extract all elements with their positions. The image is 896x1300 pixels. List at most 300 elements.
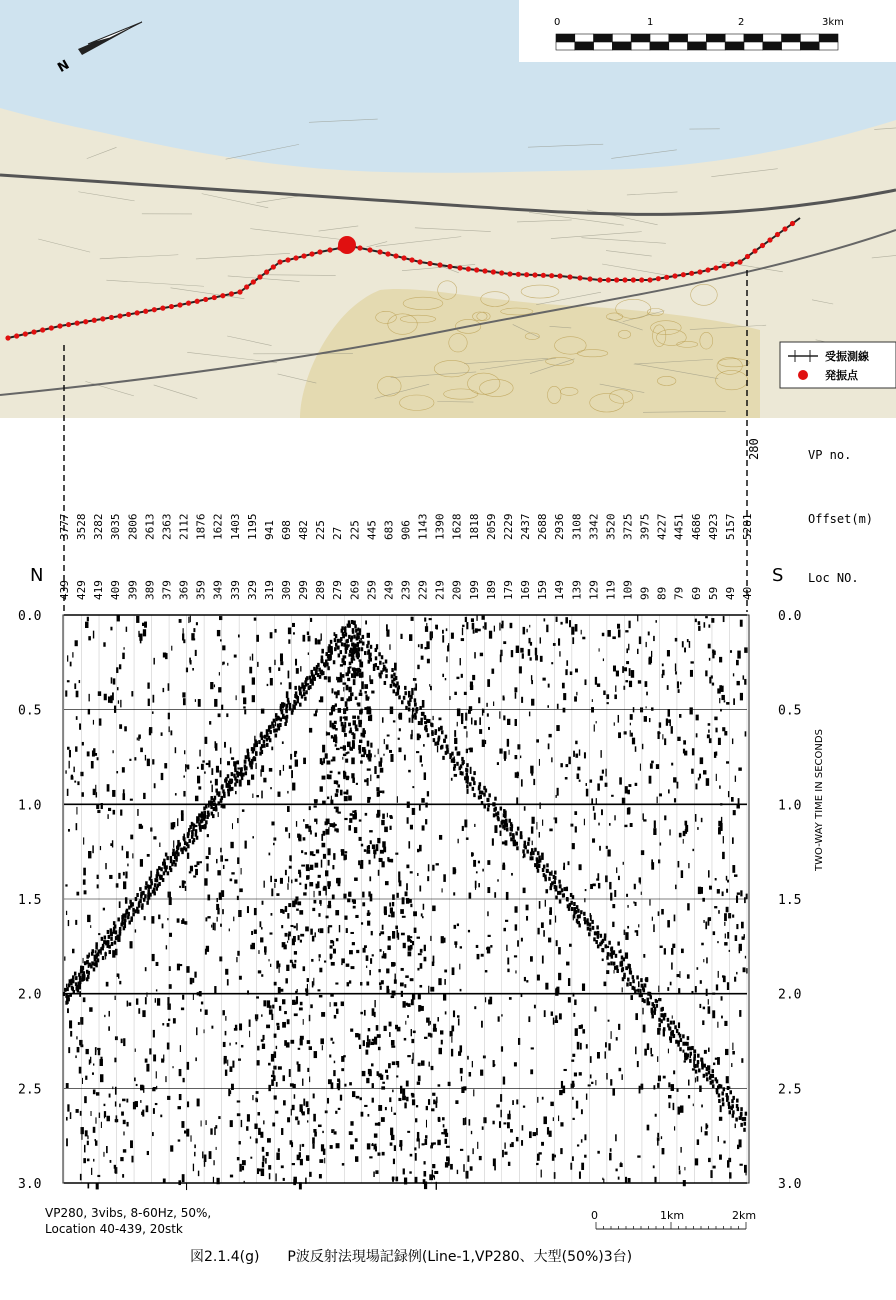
- seismic-noise-mark: [657, 1138, 659, 1145]
- seismic-noise-mark: [238, 910, 241, 917]
- seismic-noise-mark: [628, 1178, 631, 1182]
- ground-roll-mark: [460, 1149, 463, 1151]
- seismic-noise-mark: [589, 779, 592, 782]
- first-break-mark: [258, 740, 261, 744]
- seismic-noise-mark: [727, 982, 729, 990]
- seismic-noise-mark: [205, 1120, 206, 1125]
- seismic-noise-mark: [97, 1175, 100, 1177]
- ground-roll-mark: [384, 910, 387, 915]
- first-break-mark: [430, 723, 433, 727]
- seismic-noise-mark: [70, 1112, 72, 1119]
- seismic-noise-mark: [581, 630, 582, 635]
- seismic-noise-mark: [437, 1017, 439, 1021]
- seismic-noise-mark: [95, 950, 97, 953]
- seismic-noise-mark: [502, 841, 505, 844]
- seismic-noise-mark: [485, 997, 486, 1002]
- seismic-noise-mark: [268, 1165, 271, 1170]
- first-break-mark: [586, 918, 589, 922]
- seismic-noise-mark: [594, 1006, 596, 1011]
- seismic-noise-mark: [457, 1170, 458, 1174]
- ground-roll-mark: [246, 1126, 248, 1131]
- first-break-mark: [188, 828, 191, 832]
- first-break-mark: [252, 750, 255, 754]
- seismic-noise-mark: [87, 915, 90, 922]
- first-break-mark: [275, 734, 278, 738]
- seismic-noise-mark: [708, 999, 709, 1004]
- seismic-noise-mark: [586, 1094, 587, 1100]
- ground-roll-mark: [390, 826, 392, 830]
- first-break-mark: [425, 728, 428, 732]
- seismic-noise-mark: [194, 1144, 196, 1148]
- seismic-noise-mark: [181, 814, 184, 821]
- first-break-mark: [608, 941, 611, 945]
- seismic-noise-mark: [526, 980, 528, 982]
- ground-roll-mark: [431, 1066, 434, 1070]
- seismic-noise-mark: [470, 682, 473, 688]
- seismic-noise-mark: [557, 704, 559, 709]
- first-break-mark: [385, 659, 388, 663]
- seismic-noise-mark: [270, 678, 273, 685]
- seismic-noise-mark: [709, 886, 712, 890]
- first-break-mark: [362, 642, 365, 646]
- ground-roll-mark: [290, 1040, 294, 1044]
- ground-roll-mark: [331, 962, 335, 966]
- first-break-mark: [234, 768, 237, 772]
- offset-label: 683: [382, 520, 395, 540]
- ground-roll-mark: [414, 928, 417, 933]
- seismic-noise-mark: [322, 745, 325, 753]
- scale-bar-cell-top: [688, 34, 707, 42]
- seismic-noise-mark: [111, 677, 113, 683]
- first-break-mark: [183, 836, 186, 840]
- seismic-noise-mark: [235, 1042, 237, 1044]
- first-break-mark: [269, 738, 272, 742]
- ground-roll-mark: [355, 668, 359, 671]
- shot-point: [557, 273, 562, 278]
- seismic-noise-mark: [129, 759, 131, 761]
- seismic-noise-mark: [96, 792, 97, 797]
- seismic-noise-mark: [227, 1060, 228, 1066]
- seismic-noise-mark: [199, 750, 200, 757]
- first-break-mark: [687, 1036, 690, 1040]
- first-break-mark: [663, 1017, 666, 1021]
- seismic-noise-mark: [432, 1164, 435, 1168]
- seismic-noise-mark: [222, 662, 223, 665]
- seismic-noise-mark: [310, 618, 312, 622]
- shot-point: [782, 226, 787, 231]
- seismic-noise-mark: [247, 780, 250, 785]
- seismic-noise-mark: [618, 950, 620, 953]
- seismic-noise-mark: [585, 679, 587, 685]
- ground-roll-mark: [274, 1095, 277, 1099]
- ground-roll-mark: [361, 844, 363, 847]
- time-tick-left: 2.5: [18, 1082, 41, 1097]
- seismic-noise-mark: [472, 853, 474, 856]
- seismic-noise-mark: [451, 778, 453, 781]
- seismic-noise-mark: [263, 1120, 264, 1124]
- seismic-noise-mark: [311, 959, 313, 962]
- seismic-noise-mark: [718, 1136, 719, 1142]
- first-break-mark: [722, 1102, 725, 1106]
- seismic-noise-mark: [708, 1006, 711, 1013]
- ground-roll-mark: [411, 1039, 414, 1043]
- first-break-mark: [196, 836, 199, 840]
- legend-shot-label: 発振点: [825, 368, 859, 382]
- first-break-mark: [289, 707, 292, 711]
- ground-roll-mark: [281, 989, 284, 992]
- seismic-noise-mark: [638, 680, 641, 683]
- ground-roll-mark: [323, 887, 326, 890]
- seismic-noise-mark: [166, 945, 167, 949]
- seismic-noise-mark: [603, 691, 605, 695]
- seismic-noise-mark: [478, 697, 480, 703]
- seismic-noise-mark: [128, 1002, 131, 1005]
- seismic-noise-mark: [473, 630, 475, 634]
- first-break-mark: [212, 814, 215, 818]
- seismic-noise-mark: [688, 1080, 690, 1086]
- seismic-noise-mark: [398, 871, 400, 877]
- first-break-mark: [589, 927, 592, 931]
- seismic-noise-mark: [210, 781, 212, 784]
- seismic-noise-mark: [530, 657, 532, 660]
- first-break-mark: [621, 963, 624, 967]
- seismic-noise-mark: [216, 859, 218, 863]
- first-break-mark: [664, 1013, 667, 1017]
- seismic-noise-mark: [210, 1128, 212, 1134]
- first-break-mark: [462, 760, 465, 764]
- seismic-noise-mark: [433, 1100, 435, 1105]
- seismic-noise-mark: [617, 941, 619, 945]
- seismic-noise-mark: [628, 644, 629, 651]
- first-break-mark: [245, 771, 248, 775]
- seismic-noise-mark: [449, 696, 450, 700]
- first-break-mark: [240, 767, 243, 771]
- ground-roll-mark: [352, 716, 356, 719]
- ground-roll-mark: [321, 761, 323, 765]
- seismic-noise-mark: [208, 847, 210, 855]
- seismic-noise-mark: [109, 1094, 111, 1098]
- time-tick-left: 0.0: [18, 609, 41, 624]
- scale-bar-cell-bottom: [800, 42, 819, 50]
- shot-point: [220, 293, 225, 298]
- ground-roll-mark: [352, 814, 355, 819]
- shot-point: [117, 313, 122, 318]
- seismic-noise-mark: [573, 751, 575, 757]
- seismic-noise-mark: [249, 1031, 250, 1037]
- first-break-mark: [253, 743, 256, 747]
- seismic-noise-mark: [461, 1076, 462, 1081]
- seismic-noise-mark: [468, 748, 471, 750]
- ground-roll-mark: [274, 1034, 277, 1038]
- seismic-noise-mark: [209, 721, 211, 725]
- seismic-noise-mark: [276, 893, 279, 896]
- seismic-noise-mark: [732, 915, 734, 918]
- seismic-noise-mark: [371, 691, 374, 694]
- shot-point: [357, 245, 362, 250]
- ground-roll-mark: [335, 703, 337, 706]
- first-break-mark: [537, 851, 540, 855]
- seismic-noise-mark: [599, 648, 600, 651]
- seismic-noise-mark: [595, 1080, 596, 1085]
- first-break-mark: [64, 988, 67, 992]
- first-break-mark: [737, 1107, 740, 1111]
- seismic-noise-mark: [67, 655, 68, 661]
- seismic-noise-mark: [98, 691, 101, 696]
- seismic-noise-mark: [639, 877, 641, 882]
- seismic-noise-mark: [745, 731, 747, 736]
- seismic-noise-mark: [382, 841, 385, 847]
- ground-roll-mark: [340, 747, 343, 749]
- seismic-noise-mark: [374, 1000, 375, 1007]
- seismic-noise-mark: [406, 865, 409, 869]
- seismic-noise-mark: [493, 1158, 496, 1166]
- seismic-noise-mark: [471, 618, 474, 622]
- seismic-noise-mark: [630, 730, 631, 737]
- ground-roll-mark: [319, 954, 321, 957]
- first-break-mark: [395, 676, 398, 680]
- seismic-noise-mark: [502, 865, 505, 870]
- seismic-noise-mark: [625, 680, 628, 682]
- first-break-mark: [573, 914, 576, 918]
- ground-roll-mark: [303, 966, 306, 971]
- seismic-noise-mark: [731, 1063, 732, 1067]
- seismic-noise-mark: [237, 818, 239, 823]
- ground-roll-mark: [410, 904, 412, 907]
- ground-roll-mark: [347, 752, 349, 754]
- seismic-noise-mark: [390, 1128, 393, 1136]
- legend-receiver-label: 受振測線: [825, 349, 869, 363]
- first-break-mark: [508, 819, 511, 823]
- seismic-noise-mark: [95, 1117, 96, 1123]
- first-break-mark: [539, 859, 542, 863]
- scale-bar-cell-top: [744, 34, 763, 42]
- seismic-noise-mark: [184, 750, 185, 754]
- seismic-noise-mark: [421, 798, 424, 803]
- seismic-noise-mark: [389, 1032, 391, 1037]
- seismic-noise-mark: [514, 906, 517, 912]
- ground-roll-mark: [332, 865, 334, 869]
- first-break-mark: [677, 1043, 680, 1047]
- seismic-noise-mark: [643, 819, 646, 821]
- first-break-mark: [612, 951, 615, 955]
- seismic-noise-mark: [698, 621, 700, 625]
- first-break-mark: [391, 668, 394, 672]
- seismic-noise-mark: [241, 1045, 243, 1047]
- ground-roll-mark: [360, 1012, 363, 1014]
- first-break-mark: [192, 840, 195, 844]
- seismic-noise-mark: [93, 1064, 94, 1066]
- first-break-mark: [162, 878, 165, 882]
- seismic-noise-mark: [269, 768, 272, 772]
- seismic-noise-mark: [634, 884, 636, 890]
- first-break-mark: [558, 880, 561, 884]
- ground-roll-mark: [425, 1139, 428, 1145]
- first-break-mark: [247, 752, 250, 756]
- seismic-noise-mark: [285, 827, 288, 831]
- seismic-noise-mark: [122, 653, 125, 659]
- first-break-mark: [361, 647, 364, 651]
- ground-roll-mark: [306, 876, 309, 880]
- first-break-mark: [461, 771, 464, 775]
- seismic-noise-mark: [442, 674, 444, 677]
- first-break-mark: [660, 1019, 663, 1023]
- seismic-noise-mark: [553, 1018, 555, 1025]
- seismic-noise-mark: [286, 691, 289, 698]
- ground-roll-mark: [367, 797, 371, 799]
- first-break-mark: [520, 835, 523, 839]
- seismic-noise-mark: [287, 791, 288, 794]
- seismic-noise-mark: [555, 1020, 558, 1023]
- ground-roll-mark: [307, 978, 309, 982]
- seismic-noise-mark: [112, 790, 115, 797]
- seismic-noise-mark: [309, 1015, 311, 1021]
- seismic-noise-mark: [556, 725, 559, 731]
- seismic-noise-mark: [726, 889, 728, 893]
- seismic-noise-mark: [536, 739, 539, 742]
- offset-label: 698: [280, 520, 293, 540]
- seismic-noise-mark: [558, 947, 561, 954]
- seismic-noise-mark: [723, 836, 724, 843]
- seismic-noise-mark: [649, 776, 652, 784]
- seismic-noise-mark: [490, 945, 492, 948]
- seismic-noise-mark: [93, 789, 96, 795]
- first-break-mark: [559, 900, 562, 904]
- shot-point: [203, 297, 208, 302]
- ground-roll-mark: [336, 807, 339, 813]
- seismic-noise-mark: [224, 742, 226, 748]
- seismic-noise-mark: [289, 682, 292, 689]
- seismic-noise-mark: [372, 1143, 374, 1145]
- seismic-noise-mark: [734, 977, 736, 982]
- seismic-noise-mark: [186, 966, 189, 973]
- scale-label-3: 3km: [822, 17, 844, 28]
- seismic-noise-mark: [468, 710, 471, 714]
- first-break-mark: [420, 721, 423, 725]
- ground-roll-mark: [352, 778, 355, 783]
- seismic-noise-mark: [269, 1005, 272, 1008]
- seismic-noise-mark: [135, 1101, 138, 1107]
- seismic-noise-mark: [412, 786, 414, 788]
- ground-roll-mark: [385, 1070, 388, 1073]
- seismic-noise-mark: [671, 763, 673, 766]
- seismic-noise-mark: [122, 1174, 124, 1178]
- first-break-mark: [172, 852, 175, 856]
- ground-roll-mark: [294, 951, 297, 955]
- seismic-noise-mark: [614, 694, 617, 699]
- first-break-mark: [607, 952, 610, 956]
- ground-roll-mark: [300, 934, 304, 937]
- seismic-noise-mark: [269, 1173, 271, 1179]
- first-break-mark: [86, 955, 89, 959]
- seismic-noise-mark: [507, 1114, 510, 1120]
- seismic-noise-mark: [695, 619, 697, 623]
- seismic-noise-mark: [251, 774, 254, 779]
- first-break-mark: [75, 976, 78, 980]
- first-break-mark: [473, 781, 476, 785]
- first-break-mark: [102, 956, 105, 960]
- seismic-noise-mark: [474, 824, 475, 827]
- ground-roll-mark: [230, 1175, 233, 1178]
- seismic-noise-mark: [483, 626, 484, 629]
- first-break-mark: [367, 641, 370, 645]
- seismic-noise-mark: [150, 827, 152, 831]
- seismic-noise-mark: [375, 1146, 377, 1151]
- seismic-noise-mark: [182, 692, 185, 697]
- seismic-noise-mark: [294, 1094, 295, 1099]
- seismic-noise-mark: [118, 700, 119, 703]
- seismic-noise-mark: [709, 677, 711, 684]
- seismic-noise-mark: [571, 627, 574, 635]
- seismic-noise-mark: [232, 1061, 234, 1068]
- seismic-noise-mark: [115, 1101, 116, 1106]
- ground-roll-mark: [290, 925, 293, 927]
- seismic-noise-mark: [724, 942, 727, 945]
- first-break-mark: [458, 751, 461, 755]
- ground-roll-mark: [334, 828, 338, 831]
- ground-roll-mark: [395, 926, 398, 930]
- ground-roll-mark: [379, 982, 381, 985]
- seismic-noise-mark: [687, 639, 689, 642]
- seismic-noise-mark: [211, 785, 212, 793]
- ground-roll-mark: [414, 1147, 416, 1150]
- seismic-noise-mark: [717, 889, 720, 894]
- first-break-mark: [694, 1054, 697, 1058]
- section-scale-bar: [591, 1209, 756, 1229]
- seismic-noise-mark: [499, 1121, 501, 1128]
- ground-roll-mark: [368, 716, 370, 721]
- seismic-noise-mark: [620, 1163, 623, 1167]
- seismic-noise-mark: [130, 799, 133, 801]
- ground-roll-mark: [335, 744, 337, 747]
- seismic-noise-mark: [426, 1120, 427, 1128]
- seismic-noise-mark: [453, 867, 456, 874]
- seismic-noise-mark: [162, 924, 164, 929]
- shot-point: [760, 243, 765, 248]
- scale-bar-cell-bottom: [725, 42, 744, 50]
- seismic-noise-mark: [84, 890, 87, 894]
- seismic-noise-mark: [586, 783, 587, 786]
- seismic-noise-mark: [119, 1104, 120, 1108]
- seismic-noise-mark: [708, 1048, 710, 1052]
- ground-roll-mark: [441, 1040, 443, 1045]
- seismic-noise-mark: [419, 735, 421, 739]
- seismic-noise-mark: [651, 651, 652, 657]
- seismic-noise-mark: [190, 616, 191, 622]
- seismic-noise-mark: [653, 1165, 655, 1168]
- seismic-noise-mark: [250, 1157, 252, 1159]
- shot-point: [92, 318, 97, 323]
- seismic-noise-mark: [293, 632, 295, 634]
- seismic-noise-mark: [453, 892, 455, 895]
- seismic-noise-mark: [630, 714, 633, 720]
- first-break-mark: [592, 926, 595, 930]
- first-break-mark: [146, 901, 149, 905]
- seismic-noise-mark: [718, 738, 721, 745]
- seismic-noise-mark: [568, 861, 570, 865]
- seismic-noise-mark: [693, 1104, 694, 1107]
- ground-roll-mark: [401, 933, 405, 936]
- seismic-noise-mark: [642, 1008, 643, 1015]
- first-break-mark: [108, 935, 111, 939]
- seismic-noise-mark: [699, 1004, 701, 1008]
- offset-label: 3777: [58, 514, 71, 541]
- ground-roll-mark: [428, 1099, 430, 1105]
- seismic-noise-mark: [493, 1060, 495, 1067]
- ground-roll-mark: [379, 791, 383, 793]
- seismic-noise-mark: [367, 921, 370, 926]
- first-break-mark: [606, 956, 609, 960]
- first-break-mark: [263, 740, 266, 744]
